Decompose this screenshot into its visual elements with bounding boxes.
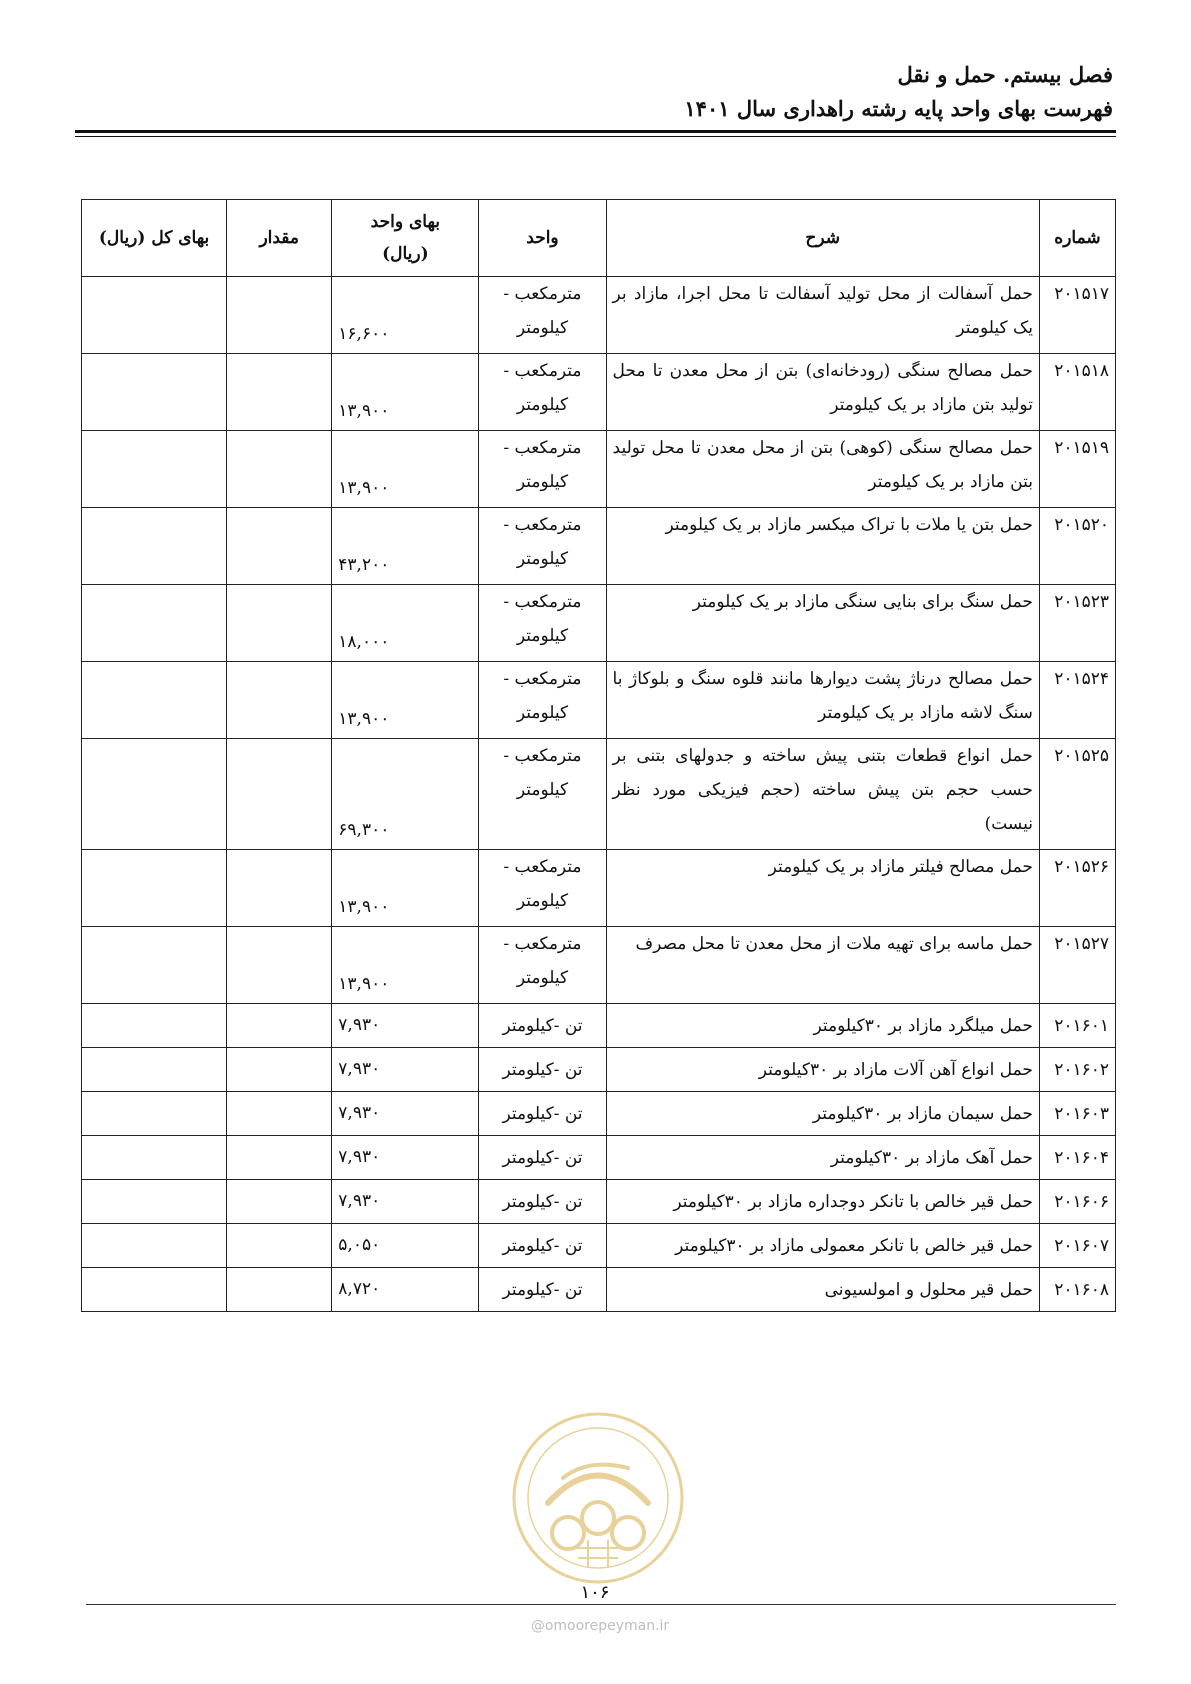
row-unit-cell [479,1268,606,1312]
row-unit: مترمکعب - کیلومتر [503,592,582,646]
row-unit-price-cell [332,354,479,431]
row-unit-price-cell [332,850,479,927]
row-description: حمل سنگ برای بنایی سنگی مازاد بر یک کیلومتر [692,592,1033,612]
row-unit-price: ۱۳,۹۰۰ [338,974,390,994]
row-unit-price: ۱۶,۶۰۰ [338,324,390,344]
row-unit: مترمکعب - کیلومتر [503,746,582,800]
table-row [82,1048,1116,1092]
row-quantity-cell [227,354,332,431]
row-quantity-cell [227,850,332,927]
row-total-cell [82,585,227,662]
row-unit-price: ۱۳,۹۰۰ [338,478,390,498]
website-link[interactable]: @omoorepeyman.ir [530,1618,670,1634]
row-quantity-cell [227,739,332,850]
table-row [82,1004,1116,1048]
row-description: حمل انواع قطعات بتنی پیش ساخته و جدولهای بتنی بر حسب حجم بتن پیش ساخته (حجم فیزیکی مورد نظر نیست) [612,746,1033,834]
row-total-cell [82,1136,227,1180]
row-description-cell [606,1048,1039,1092]
col-header-unit-price-line1: بهای واحد [370,212,441,232]
row-quantity-cell [227,277,332,354]
col-header-unit: واحد [479,200,606,277]
row-description-cell [606,508,1039,585]
row-description-cell [606,1180,1039,1224]
row-unit-cell [479,508,606,585]
col-header-number: شماره [1039,200,1115,277]
row-number: ۲۰۱۵۲۷ [1054,934,1109,954]
row-number-cell [1039,1004,1115,1048]
table-row [82,850,1116,927]
row-unit-cell [479,927,606,1004]
row-description: حمل بتن یا ملات با تراک میکسر مازاد بر یک کیلومتر [665,515,1033,535]
row-total-cell [82,1180,227,1224]
row-total-cell [82,1224,227,1268]
table-row [82,739,1116,850]
row-description-cell [606,1268,1039,1312]
row-number-cell [1039,431,1115,508]
row-unit-cell [479,1224,606,1268]
row-number: ۲۰۱۵۱۸ [1054,361,1109,381]
row-unit-price-cell [332,1004,479,1048]
table-row [82,585,1116,662]
row-description-cell [606,1004,1039,1048]
row-unit: تن -کیلومتر [502,1235,583,1256]
row-description-cell [606,739,1039,850]
row-number: ۲۰۱۶۰۶ [1054,1191,1109,1212]
chapter-title: فصل بیستم. حمل و نقل [897,62,1113,87]
row-unit-price-cell [332,1048,479,1092]
row-number: ۲۰۱۵۲۵ [1054,746,1109,766]
row-description: حمل انواع آهن آلات مازاد بر ۳۰کیلومتر [758,1059,1033,1080]
row-unit-price: ۵,۰۵۰ [338,1234,381,1255]
row-unit-cell [479,1004,606,1048]
row-unit-price-cell [332,1136,479,1180]
row-unit-price: ۶۹,۳۰۰ [338,820,390,840]
row-unit-cell [479,1048,606,1092]
table-row [82,1180,1116,1224]
row-unit-cell [479,850,606,927]
row-number: ۲۰۱۵۱۷ [1054,284,1109,304]
row-number-cell [1039,277,1115,354]
row-unit-price: ۱۳,۹۰۰ [338,897,390,917]
row-unit-price: ۷,۹۳۰ [338,1058,381,1079]
row-unit-price-cell [332,585,479,662]
table-row [82,1136,1116,1180]
row-number-cell [1039,1136,1115,1180]
row-unit-price: ۷,۹۳۰ [338,1102,381,1123]
row-unit-price-cell [332,1224,479,1268]
row-number-cell [1039,1180,1115,1224]
table-row [82,354,1116,431]
row-unit-cell [479,1180,606,1224]
row-number-cell [1039,1048,1115,1092]
row-number: ۲۰۱۶۰۳ [1054,1103,1109,1124]
row-unit: تن -کیلومتر [502,1103,583,1124]
row-total-cell [82,431,227,508]
header-rule-thick [75,130,1116,133]
row-description: حمل سیمان مازاد بر ۳۰کیلومتر [812,1103,1033,1124]
table-row [82,431,1116,508]
row-unit-price-cell [332,508,479,585]
row-unit: مترمکعب - کیلومتر [503,438,582,492]
row-unit-price: ۴۳,۲۰۰ [338,555,390,575]
row-total-cell [82,739,227,850]
row-unit-price-cell [332,927,479,1004]
row-total-cell [82,277,227,354]
row-total-cell [82,1092,227,1136]
row-description: حمل آهک مازاد بر ۳۰کیلومتر [830,1147,1033,1168]
row-quantity-cell [227,1004,332,1048]
row-unit: مترمکعب - کیلومتر [503,669,582,723]
row-description-cell [606,431,1039,508]
col-header-quantity: مقدار [227,200,332,277]
row-description-cell [606,850,1039,927]
row-total-cell [82,1268,227,1312]
row-quantity-cell [227,1224,332,1268]
row-unit-price: ۷,۹۳۰ [338,1146,381,1167]
row-unit: تن -کیلومتر [502,1191,583,1212]
row-number: ۲۰۱۵۱۹ [1054,438,1109,458]
table-row [82,927,1116,1004]
row-total-cell [82,850,227,927]
row-number: ۲۰۱۶۰۱ [1054,1015,1109,1036]
row-description-cell [606,1136,1039,1180]
table-row [82,508,1116,585]
row-total-cell [82,1048,227,1092]
col-header-unit-price [332,200,479,277]
row-number-cell [1039,662,1115,739]
row-unit: مترمکعب - کیلومتر [503,361,582,415]
page-number: ۱۰۶ [580,1582,610,1603]
table-body [82,277,1116,1312]
row-quantity-cell [227,1268,332,1312]
row-unit: تن -کیلومتر [502,1279,583,1300]
row-number: ۲۰۱۵۲۴ [1054,669,1109,689]
row-unit-price-cell [332,1268,479,1312]
row-total-cell [82,1004,227,1048]
row-unit: مترمکعب - کیلومتر [503,515,582,569]
row-description-cell [606,662,1039,739]
header-rule-thin [75,136,1116,137]
row-description: حمل مصالح سنگی (رودخانه‌ای) بتن از محل معدن تا محل تولید بتن مازاد بر یک کیلومتر [612,361,1033,415]
row-number-cell [1039,354,1115,431]
row-description: حمل مصالح درناژ پشت دیوارها مانند قلوه سنگ و بلوکاژ با سنگ لاشه مازاد بر یک کیلومتر [612,669,1033,723]
row-unit-price-cell [332,662,479,739]
row-number: ۲۰۱۶۰۸ [1054,1279,1109,1300]
row-number: ۲۰۱۵۲۳ [1054,592,1109,612]
row-unit: تن -کیلومتر [502,1059,583,1080]
row-description-cell [606,277,1039,354]
row-quantity-cell [227,1048,332,1092]
row-unit-price-cell [332,739,479,850]
row-quantity-cell [227,1180,332,1224]
row-description: حمل قیر محلول و امولسیونی [824,1279,1033,1300]
row-quantity-cell [227,585,332,662]
watermark-seal [508,1408,688,1588]
row-number-cell [1039,850,1115,927]
table-row [82,1092,1116,1136]
row-description-cell [606,1092,1039,1136]
row-number: ۲۰۱۵۲۰ [1054,515,1109,535]
row-description: حمل آسفالت از محل تولید آسفالت تا محل اجرا، مازاد بر یک کیلومتر [612,284,1033,338]
row-description-cell [606,1224,1039,1268]
row-quantity-cell [227,662,332,739]
row-description-cell [606,927,1039,1004]
row-description: حمل قیر خالص با تانکر معمولی مازاد بر ۳۰کیلومتر [675,1235,1033,1256]
row-unit: مترمکعب - کیلومتر [503,284,582,338]
col-header-unit-price-line2: (ریال) [382,244,429,264]
row-description: حمل مصالح فیلتر مازاد بر یک کیلومتر [768,857,1033,877]
col-header-total: بهای کل (ریال) [82,200,227,277]
row-unit-price: ۱۳,۹۰۰ [338,401,390,421]
table-row [82,1224,1116,1268]
row-number-cell [1039,1092,1115,1136]
row-unit-price-cell [332,1092,479,1136]
row-total-cell [82,354,227,431]
price-list-table [81,199,1116,1312]
footer-rule [86,1604,1116,1605]
row-unit-cell [479,662,606,739]
document-subtitle: فهرست بهای واحد پایه رشته راهداری سال ۱۴۰۱ [684,96,1113,121]
row-unit-cell [479,354,606,431]
row-quantity-cell [227,431,332,508]
row-quantity-cell [227,927,332,1004]
table-row [82,1268,1116,1312]
row-unit-price: ۱۸,۰۰۰ [338,632,390,652]
row-quantity-cell [227,1136,332,1180]
row-unit: مترمکعب - کیلومتر [503,934,582,988]
row-description: حمل قیر خالص با تانکر دوجداره مازاد بر ۳۰کیلومتر [673,1191,1033,1212]
row-total-cell [82,662,227,739]
row-unit: مترمکعب - کیلومتر [503,857,582,911]
row-number-cell [1039,927,1115,1004]
row-number: ۲۰۱۶۰۴ [1054,1147,1109,1168]
row-description: حمل میلگرد مازاد بر ۳۰کیلومتر [813,1015,1033,1036]
row-unit-price: ۸,۷۲۰ [338,1278,381,1299]
row-number-cell [1039,1224,1115,1268]
row-unit-price-cell [332,1180,479,1224]
row-description-cell [606,585,1039,662]
row-unit: تن -کیلومتر [502,1147,583,1168]
row-unit-cell [479,1092,606,1136]
row-unit-price: ۷,۹۳۰ [338,1190,381,1211]
row-number-cell [1039,739,1115,850]
row-unit-cell [479,1136,606,1180]
row-total-cell [82,927,227,1004]
row-unit-price: ۷,۹۳۰ [338,1014,381,1035]
table-header-row [82,200,1116,277]
row-description: حمل مصالح سنگی (کوهی) بتن از محل معدن تا محل تولید بتن مازاد بر یک کیلومتر [612,438,1033,492]
table-row [82,662,1116,739]
row-unit-cell [479,585,606,662]
row-number: ۲۰۱۶۰۷ [1054,1235,1109,1256]
row-number: ۲۰۱۶۰۲ [1054,1059,1109,1080]
row-unit-price-cell [332,431,479,508]
row-unit-price: ۱۳,۹۰۰ [338,709,390,729]
page-header [684,58,1113,126]
row-unit-cell [479,277,606,354]
row-number: ۲۰۱۵۲۶ [1054,857,1109,877]
row-number-cell [1039,585,1115,662]
col-header-description: شرح [606,200,1039,277]
table-row [82,277,1116,354]
row-unit-price-cell [332,277,479,354]
row-number-cell [1039,508,1115,585]
seal-icon [514,1414,682,1582]
row-number-cell [1039,1268,1115,1312]
row-description: حمل ماسه برای تهیه ملات از محل معدن تا محل مصرف [635,934,1033,954]
row-unit: تن -کیلومتر [502,1015,583,1036]
row-unit-cell [479,739,606,850]
row-quantity-cell [227,1092,332,1136]
row-unit-cell [479,431,606,508]
row-total-cell [82,508,227,585]
row-description-cell [606,354,1039,431]
row-quantity-cell [227,508,332,585]
